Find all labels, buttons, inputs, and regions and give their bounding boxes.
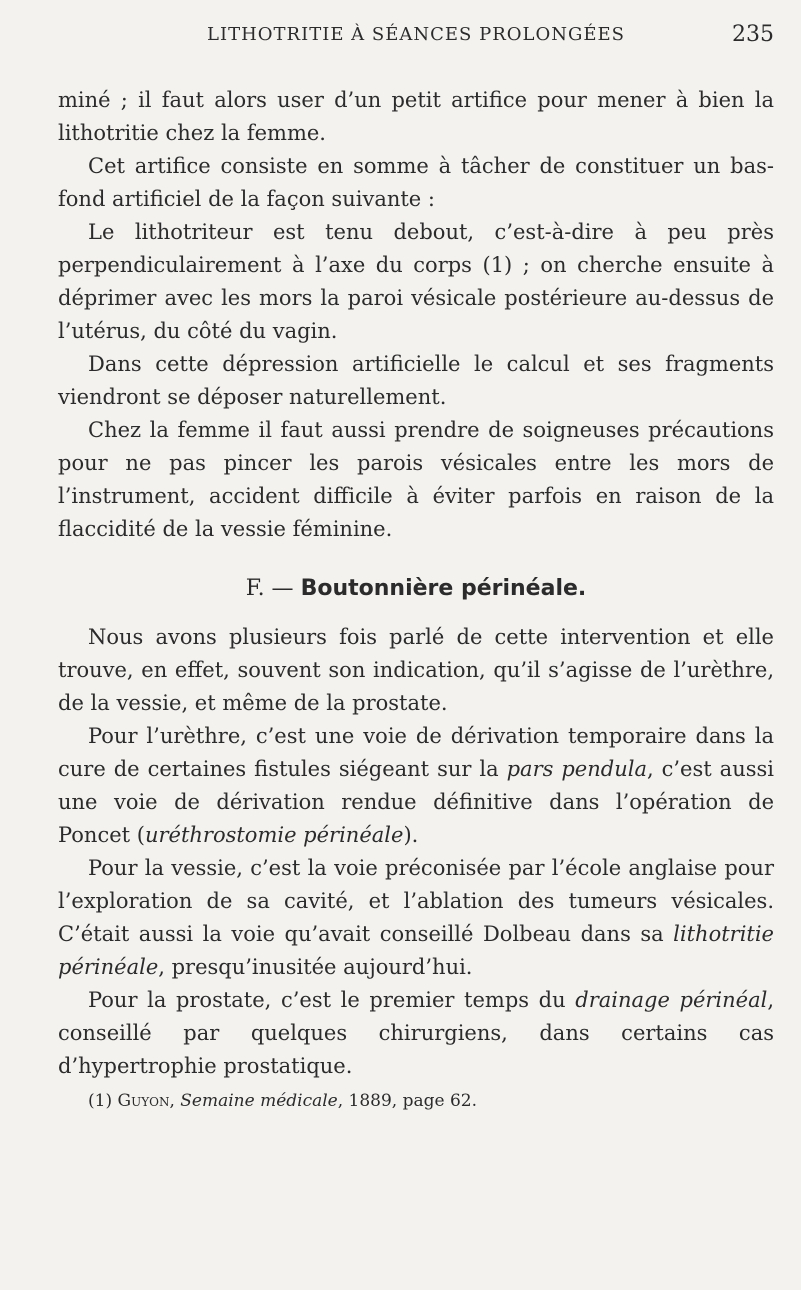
text-run: , c’est aussi une voie de dérivation rendue définitive dans l’opération de Poncet ( <box>58 757 774 847</box>
footnote-mark: (1) <box>88 1091 113 1111</box>
text-run: , presqu’inusitée aujourd’hui. <box>158 955 473 979</box>
section-heading <box>58 576 774 601</box>
running-title: LITHOTRITIE À SÉANCES PROLONGÉES <box>207 24 625 45</box>
paragraph: Dans cette dépression artificielle le calcul et ses fragments viendront se déposer naturellement. <box>58 352 774 409</box>
latin-term: pars pendula <box>506 757 647 781</box>
footnote-journal: Semaine médicale <box>180 1091 338 1111</box>
section-letter: F. — <box>245 576 294 601</box>
paragraph <box>58 720 774 852</box>
section-title: Boutonnière périnéale. <box>300 576 587 601</box>
footnote <box>58 1089 774 1113</box>
page-header <box>58 16 774 52</box>
footnote-rest: , 1889, page 62. <box>337 1091 478 1111</box>
paragraph <box>58 852 774 984</box>
text-run: Pour la vessie, c’est la voie préconisée par l’école anglaise pour l’exploration de sa cavité, et l’ablation des tumeurs vésicales. C’était aussi la voie qu’avait conseillé Dolbeau dans sa <box>58 856 774 946</box>
paragraph-continued: miné ; il faut alors user d’un petit artifice pour mener à bien la lithotritie chez la femme. <box>58 88 774 145</box>
paragraph: Le lithotriteur est tenu debout, c’est-à-dire à peu près perpendiculairement à l’axe du corps (1) ; on cherche ensuite à déprimer avec les mors la paroi vésicale postérieure au-dessus de l’utérus, du côté du vagin. <box>58 220 774 343</box>
paragraph: Chez la femme il faut aussi prendre de soigneuses précautions pour ne pas pincer les parois vésicales entre les mors de l’instrument, accident difficile à éviter parfois en raison de la flaccidité de la vessie féminine. <box>58 418 774 541</box>
paragraph: Cet artifice consiste en somme à tâcher de constituer un bas-fond artificiel de la façon suivante : <box>58 154 774 211</box>
footnote-separator: , <box>169 1091 181 1111</box>
procedure-term: uréthrostomie périnéale <box>144 823 404 847</box>
paragraph <box>58 984 774 1083</box>
page-number: 235 <box>732 22 774 47</box>
text-run: , conseillé par quelques chirurgiens, dans certains cas d’hypertrophie prostatique. <box>58 988 774 1078</box>
footnote-author: Guyon <box>117 1091 170 1111</box>
text-run: Pour la prostate, c’est le premier temps du <box>88 988 576 1012</box>
text-run: Pour l’urèthre, c’est une voie de dérivation temporaire dans la cure de certaines fistules siégeant sur la <box>58 724 774 781</box>
procedure-term: drainage périnéal <box>575 988 768 1012</box>
text-run: ). <box>403 823 419 847</box>
paragraph: Nous avons plusieurs fois parlé de cette intervention et elle trouve, en effet, souvent son indication, qu’il s’agisse de l’urèthre, de la vessie, et même de la prostate. <box>58 625 774 715</box>
work-title: lithotritie périnéale <box>58 922 774 979</box>
page-body <box>58 84 774 1113</box>
